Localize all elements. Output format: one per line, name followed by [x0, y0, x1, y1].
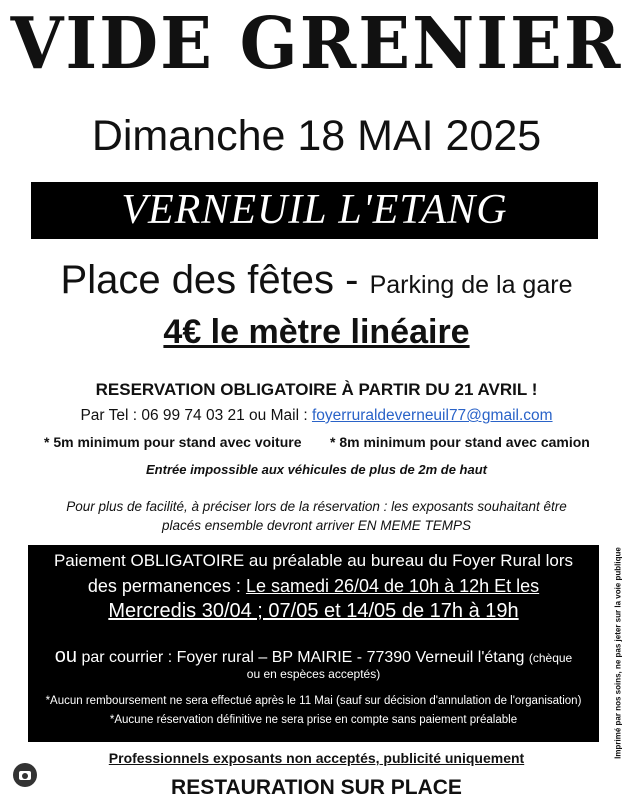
payment-line4 [28, 645, 599, 668]
page-title: VIDE GRENIER [10, 2, 623, 86]
payment-line1: Paiement OBLIGATOIRE au préalable au bureau du Foyer Rural lors [53, 551, 574, 570]
reservation-contact [0, 407, 633, 425]
professionals-note: Professionnels exposants non acceptés, publicité uniquement [108, 750, 525, 766]
venue-main: Place des fêtes [60, 258, 335, 302]
payment-cheque: (chèque [528, 651, 573, 665]
venue-separator: - [334, 258, 370, 302]
town-banner [31, 182, 598, 239]
min-truck: * 8m minimum pour stand avec camion [330, 434, 590, 450]
payment-required-note: *Aucune réservation définitive ne sera prise en compte sans paiement préalable [109, 714, 518, 726]
price: 4€ le mètre linéaire [163, 313, 470, 351]
reservation-heading: RESERVATION OBLIGATOIRE À PARTIR DU 21 AVRIL ! [95, 380, 538, 399]
ease-note [0, 497, 633, 535]
payment-box [28, 545, 599, 742]
town-name: VERNEUIL L'ETANG [121, 187, 508, 233]
height-note: Entrée impossible aux véhicules de plus de 2m de haut [146, 462, 487, 477]
payment-line5: ou en espèces acceptés) [246, 667, 381, 681]
contact-email-link[interactable]: foyerruraldeverneuil77@gmail.com [311, 407, 553, 424]
payment-line2-dates: Le samedi 26/04 de 10h à 12h Et les [245, 576, 540, 596]
contact-phone: Par Tel : 06 99 74 03 21 ou Mail : [80, 407, 312, 424]
camera-icon[interactable] [13, 763, 37, 787]
refund-note: *Aucun remboursement ne sera effectué après le 11 Mai (sauf sur décision d'annulation de l'organisation) [45, 695, 582, 707]
payment-line2-prefix: des permanences : [87, 576, 246, 596]
side-note [611, 538, 625, 768]
payment-line3: Mercredis 30/04 ; 07/05 et 14/05 de 17h à 19h [108, 600, 519, 622]
payment-ou: ou [54, 645, 77, 667]
ease-note-line1: Pour plus de facilité, à préciser lors de la réservation : les exposants souhaitant être [66, 499, 567, 514]
event-date: Dimanche 18 MAI 2025 [91, 112, 542, 160]
side-note-text: Imprimé par nos soins, ne pas jeter sur la voie publique [613, 547, 623, 759]
ease-note-line2: placés ensemble devront arriver EN MEME TEMPS [161, 518, 472, 533]
venue-secondary: Parking de la gare [369, 271, 573, 299]
restauration-note: RESTAURATION SUR PLACE [171, 776, 462, 799]
min-car: * 5m minimum pour stand avec voiture [44, 434, 302, 450]
payment-line2 [28, 576, 599, 597]
payment-mail-address: par courrier : Foyer rural – BP MAIRIE - 77390 Verneuil l'étang [77, 649, 529, 666]
venue [0, 258, 633, 303]
camera-lens [22, 773, 28, 779]
